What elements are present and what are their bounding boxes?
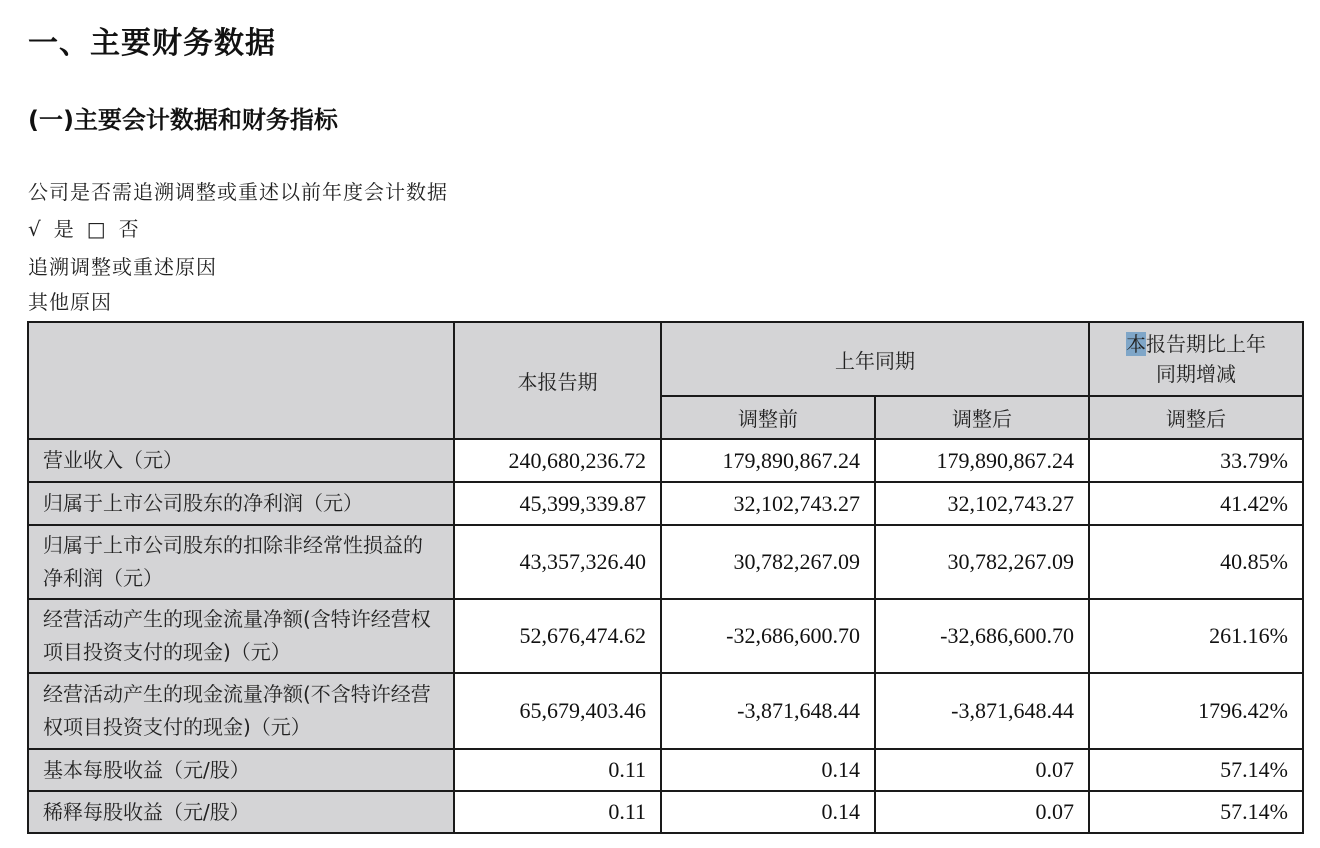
cell-change: 41.42%: [1089, 482, 1303, 525]
cell-current: 0.11: [454, 791, 661, 833]
cell-current: 0.11: [454, 749, 661, 791]
cell-before: 179,890,867.24: [661, 439, 875, 482]
cell-before: -32,686,600.70: [661, 599, 875, 673]
cell-change: 33.79%: [1089, 439, 1303, 482]
header-change-after-adjustment: 调整后: [1089, 396, 1303, 439]
cell-current: 240,680,236.72: [454, 439, 661, 482]
restatement-options: [28, 213, 152, 242]
cell-current: 65,679,403.46: [454, 673, 661, 749]
cell-after: -32,686,600.70: [875, 599, 1089, 673]
table-row: [28, 673, 1303, 749]
cell-current: 52,676,474.62: [454, 599, 661, 673]
cell-current: 45,399,339.87: [454, 482, 661, 525]
selected-text-highlight: 本: [1126, 332, 1146, 356]
option-yes-label: 是: [53, 217, 75, 241]
cell-after: 179,890,867.24: [875, 439, 1089, 482]
cell-change: 1796.42%: [1089, 673, 1303, 749]
cell-before: 32,102,743.27: [661, 482, 875, 525]
row-label: 归属于上市公司股东的净利润（元）: [28, 482, 454, 525]
cell-change: 261.16%: [1089, 599, 1303, 673]
cell-change: 57.14%: [1089, 749, 1303, 791]
section-heading: 一、主要财务数据: [28, 26, 276, 61]
table-row: [28, 482, 1303, 525]
cell-before: 30,782,267.09: [661, 525, 875, 599]
table-row: [28, 599, 1303, 673]
header-blank-cell: [28, 322, 454, 439]
cell-after: 30,782,267.09: [875, 525, 1089, 599]
header-prior-period: 上年同期: [661, 322, 1089, 396]
cell-after: 0.07: [875, 749, 1089, 791]
cell-change: 40.85%: [1089, 525, 1303, 599]
header-yoy-change: 本报告期比上年 同期增减: [1089, 322, 1303, 396]
row-label: 基本每股收益（元/股）: [28, 749, 454, 791]
table-row: [28, 749, 1303, 791]
financial-data-table: [27, 321, 1304, 834]
cell-change: 57.14%: [1089, 791, 1303, 833]
option-no-label: 否: [118, 217, 140, 241]
row-label: 稀释每股收益（元/股）: [28, 791, 454, 833]
cell-after: 0.07: [875, 791, 1089, 833]
cell-before: 0.14: [661, 791, 875, 833]
cell-before: -3,871,648.44: [661, 673, 875, 749]
restatement-reason-title: 追溯调整或重述原因: [28, 255, 217, 279]
header-after-adjustment: 调整后: [875, 396, 1089, 439]
cell-after: 32,102,743.27: [875, 482, 1089, 525]
restatement-question: 公司是否需追溯调整或重述以前年度会计数据: [28, 180, 448, 204]
check-mark-icon: √: [28, 217, 42, 241]
subsection-heading: (一)主要会计数据和财务指标: [28, 106, 338, 134]
header-current-period: 本报告期: [454, 322, 661, 439]
restatement-reason-value: 其他原因: [28, 290, 112, 314]
cell-current: 43,357,326.40: [454, 525, 661, 599]
table-row: [28, 439, 1303, 482]
row-label: 经营活动产生的现金流量净额(含特许经营权项目投资支付的现金)（元）: [28, 599, 454, 673]
cell-after: -3,871,648.44: [875, 673, 1089, 749]
table-row: [28, 525, 1303, 599]
row-label: 营业收入（元）: [28, 439, 454, 482]
row-label: 归属于上市公司股东的扣除非经常性损益的净利润（元）: [28, 525, 454, 599]
row-label: 经营活动产生的现金流量净额(不含特许经营权项目投资支付的现金)（元）: [28, 673, 454, 749]
table-header-row: [28, 322, 1303, 396]
empty-checkbox-icon: □: [86, 217, 107, 241]
header-before-adjustment: 调整前: [661, 396, 875, 439]
table-row: [28, 791, 1303, 833]
cell-before: 0.14: [661, 749, 875, 791]
